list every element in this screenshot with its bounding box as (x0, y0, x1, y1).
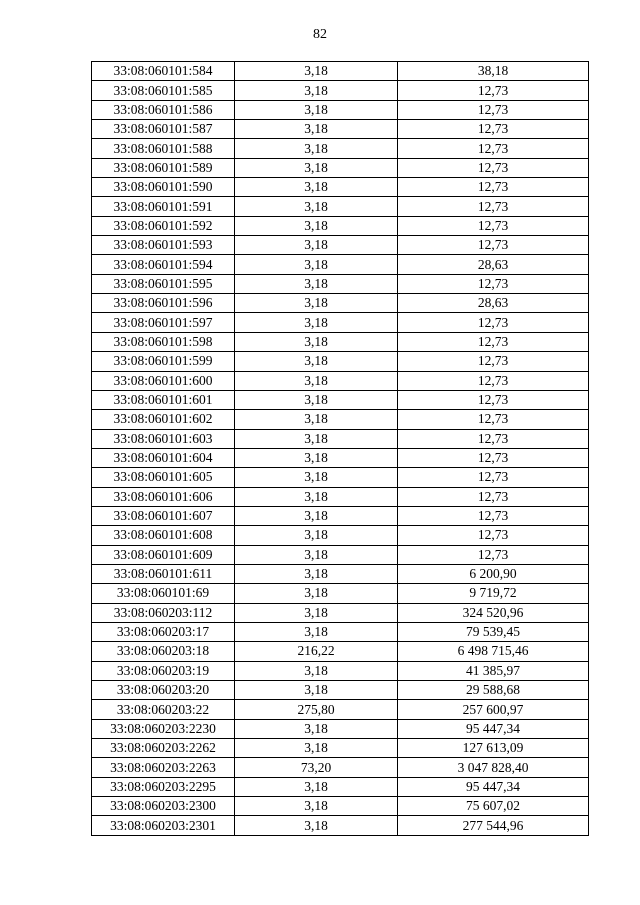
area-cell: 3,18 (235, 390, 398, 409)
table-row (92, 739, 589, 758)
area-cell: 3,18 (235, 468, 398, 487)
value-cell: 12,73 (398, 487, 589, 506)
cadastral-number-cell: 33:08:060101:604 (92, 448, 235, 467)
value-cell: 95 447,34 (398, 777, 589, 796)
value-cell: 95 447,34 (398, 719, 589, 738)
area-cell: 3,18 (235, 274, 398, 293)
table-row (92, 410, 589, 429)
value-cell: 12,73 (398, 332, 589, 351)
area-cell: 3,18 (235, 313, 398, 332)
cadastral-number-cell: 33:08:060101:602 (92, 410, 235, 429)
table-row (92, 139, 589, 158)
area-cell: 3,18 (235, 81, 398, 100)
value-cell: 3 047 828,40 (398, 758, 589, 777)
table-row (92, 100, 589, 119)
value-cell: 12,73 (398, 81, 589, 100)
value-cell: 127 613,09 (398, 739, 589, 758)
cadastral-number-cell: 33:08:060101:606 (92, 487, 235, 506)
cadastral-number-cell: 33:08:060203:2300 (92, 797, 235, 816)
value-cell: 79 539,45 (398, 622, 589, 641)
cadastral-number-cell: 33:08:060101:605 (92, 468, 235, 487)
area-cell: 3,18 (235, 661, 398, 680)
table-row (92, 661, 589, 680)
area-cell: 3,18 (235, 197, 398, 216)
cadastral-number-cell: 33:08:060101:599 (92, 352, 235, 371)
table-row (92, 158, 589, 177)
area-cell: 3,18 (235, 139, 398, 158)
value-cell: 6 498 715,46 (398, 642, 589, 661)
value-cell: 12,73 (398, 526, 589, 545)
cadastral-number-cell: 33:08:060101:609 (92, 545, 235, 564)
area-cell: 3,18 (235, 526, 398, 545)
table-row (92, 816, 589, 835)
table-row (92, 622, 589, 641)
area-cell: 3,18 (235, 564, 398, 583)
area-cell: 3,18 (235, 816, 398, 835)
cadastral-number-cell: 33:08:060203:19 (92, 661, 235, 680)
table-row (92, 603, 589, 622)
table-row (92, 700, 589, 719)
cadastral-number-cell: 33:08:060101:586 (92, 100, 235, 119)
area-cell: 3,18 (235, 797, 398, 816)
area-cell: 3,18 (235, 739, 398, 758)
table-row (92, 448, 589, 467)
value-cell: 277 544,96 (398, 816, 589, 835)
area-cell: 3,18 (235, 371, 398, 390)
value-cell: 12,73 (398, 371, 589, 390)
cadastral-number-cell: 33:08:060101:611 (92, 564, 235, 583)
area-cell: 3,18 (235, 178, 398, 197)
table-row (92, 584, 589, 603)
table-row (92, 429, 589, 448)
cadastral-number-cell: 33:08:060101:590 (92, 178, 235, 197)
value-cell: 38,18 (398, 62, 589, 81)
value-cell: 28,63 (398, 255, 589, 274)
area-cell: 3,18 (235, 429, 398, 448)
cadastral-number-cell: 33:08:060101:587 (92, 120, 235, 139)
value-cell: 12,73 (398, 158, 589, 177)
area-cell: 3,18 (235, 506, 398, 525)
area-cell: 3,18 (235, 62, 398, 81)
area-cell: 275,80 (235, 700, 398, 719)
area-cell: 3,18 (235, 158, 398, 177)
table-row (92, 758, 589, 777)
cadastral-number-cell: 33:08:060101:603 (92, 429, 235, 448)
area-cell: 3,18 (235, 120, 398, 139)
area-cell: 216,22 (235, 642, 398, 661)
cadastral-number-cell: 33:08:060203:2262 (92, 739, 235, 758)
area-cell: 3,18 (235, 352, 398, 371)
area-cell: 3,18 (235, 622, 398, 641)
table-row (92, 564, 589, 583)
value-cell: 12,73 (398, 100, 589, 119)
cadastral-number-cell: 33:08:060203:2301 (92, 816, 235, 835)
area-cell: 3,18 (235, 255, 398, 274)
cadastral-number-cell: 33:08:060101:592 (92, 216, 235, 235)
area-cell: 3,18 (235, 719, 398, 738)
cadastral-number-cell: 33:08:060203:2263 (92, 758, 235, 777)
table-row (92, 332, 589, 351)
table-row (92, 216, 589, 235)
cadastral-number-cell: 33:08:060203:112 (92, 603, 235, 622)
cadastral-number-cell: 33:08:060101:607 (92, 506, 235, 525)
value-cell: 12,73 (398, 390, 589, 409)
value-cell: 12,73 (398, 274, 589, 293)
cadastral-number-cell: 33:08:060101:584 (92, 62, 235, 81)
value-cell: 29 588,68 (398, 681, 589, 700)
table-row (92, 526, 589, 545)
value-cell: 12,73 (398, 216, 589, 235)
table-row (92, 255, 589, 274)
value-cell: 41 385,97 (398, 661, 589, 680)
value-cell: 12,73 (398, 429, 589, 448)
area-cell: 73,20 (235, 758, 398, 777)
table-row (92, 545, 589, 564)
area-cell: 3,18 (235, 545, 398, 564)
value-cell: 12,73 (398, 448, 589, 467)
cadastral-number-cell: 33:08:060101:589 (92, 158, 235, 177)
value-cell: 75 607,02 (398, 797, 589, 816)
area-cell: 3,18 (235, 681, 398, 700)
table-row (92, 719, 589, 738)
cadastral-number-cell: 33:08:060101:600 (92, 371, 235, 390)
cadastral-number-cell: 33:08:060101:608 (92, 526, 235, 545)
cadastral-number-cell: 33:08:060101:597 (92, 313, 235, 332)
table-row (92, 294, 589, 313)
cadastral-number-cell: 33:08:060203:18 (92, 642, 235, 661)
cadastral-number-cell: 33:08:060101:594 (92, 255, 235, 274)
area-cell: 3,18 (235, 216, 398, 235)
cadastral-number-cell: 33:08:060101:588 (92, 139, 235, 158)
cadastral-number-cell: 33:08:060101:593 (92, 236, 235, 255)
table-row (92, 81, 589, 100)
data-table (91, 61, 589, 836)
cadastral-number-cell: 33:08:060101:598 (92, 332, 235, 351)
area-cell: 3,18 (235, 603, 398, 622)
table-row (92, 62, 589, 81)
cadastral-number-cell: 33:08:060203:20 (92, 681, 235, 700)
value-cell: 324 520,96 (398, 603, 589, 622)
value-cell: 12,73 (398, 506, 589, 525)
table-row (92, 390, 589, 409)
table-row (92, 197, 589, 216)
table-row (92, 313, 589, 332)
area-cell: 3,18 (235, 332, 398, 351)
table-row (92, 777, 589, 796)
cadastral-number-cell: 33:08:060101:596 (92, 294, 235, 313)
table-body (92, 62, 589, 836)
value-cell: 12,73 (398, 468, 589, 487)
table-row (92, 468, 589, 487)
value-cell: 12,73 (398, 313, 589, 332)
cadastral-number-cell: 33:08:060101:69 (92, 584, 235, 603)
cadastral-number-cell: 33:08:060101:585 (92, 81, 235, 100)
cadastral-number-cell: 33:08:060203:22 (92, 700, 235, 719)
table-row (92, 681, 589, 700)
cadastral-number-cell: 33:08:060101:601 (92, 390, 235, 409)
cadastral-number-cell: 33:08:060101:595 (92, 274, 235, 293)
table-row (92, 120, 589, 139)
area-cell: 3,18 (235, 777, 398, 796)
table-row (92, 487, 589, 506)
table-row (92, 236, 589, 255)
table-row (92, 371, 589, 390)
cadastral-number-cell: 33:08:060203:17 (92, 622, 235, 641)
area-cell: 3,18 (235, 236, 398, 255)
cadastral-number-cell: 33:08:060101:591 (92, 197, 235, 216)
value-cell: 12,73 (398, 545, 589, 564)
area-cell: 3,18 (235, 448, 398, 467)
area-cell: 3,18 (235, 294, 398, 313)
value-cell: 28,63 (398, 294, 589, 313)
value-cell: 12,73 (398, 410, 589, 429)
page-number: 82 (313, 27, 327, 42)
area-cell: 3,18 (235, 487, 398, 506)
area-cell: 3,18 (235, 584, 398, 603)
table-row (92, 178, 589, 197)
cadastral-number-cell: 33:08:060203:2230 (92, 719, 235, 738)
value-cell: 9 719,72 (398, 584, 589, 603)
area-cell: 3,18 (235, 100, 398, 119)
value-cell: 12,73 (398, 236, 589, 255)
value-cell: 12,73 (398, 139, 589, 158)
value-cell: 12,73 (398, 120, 589, 139)
table-row (92, 506, 589, 525)
table-row (92, 274, 589, 293)
value-cell: 12,73 (398, 197, 589, 216)
value-cell: 257 600,97 (398, 700, 589, 719)
table-row (92, 642, 589, 661)
value-cell: 12,73 (398, 352, 589, 371)
cadastral-number-cell: 33:08:060203:2295 (92, 777, 235, 796)
table-row (92, 352, 589, 371)
value-cell: 6 200,90 (398, 564, 589, 583)
table-row (92, 797, 589, 816)
area-cell: 3,18 (235, 410, 398, 429)
value-cell: 12,73 (398, 178, 589, 197)
